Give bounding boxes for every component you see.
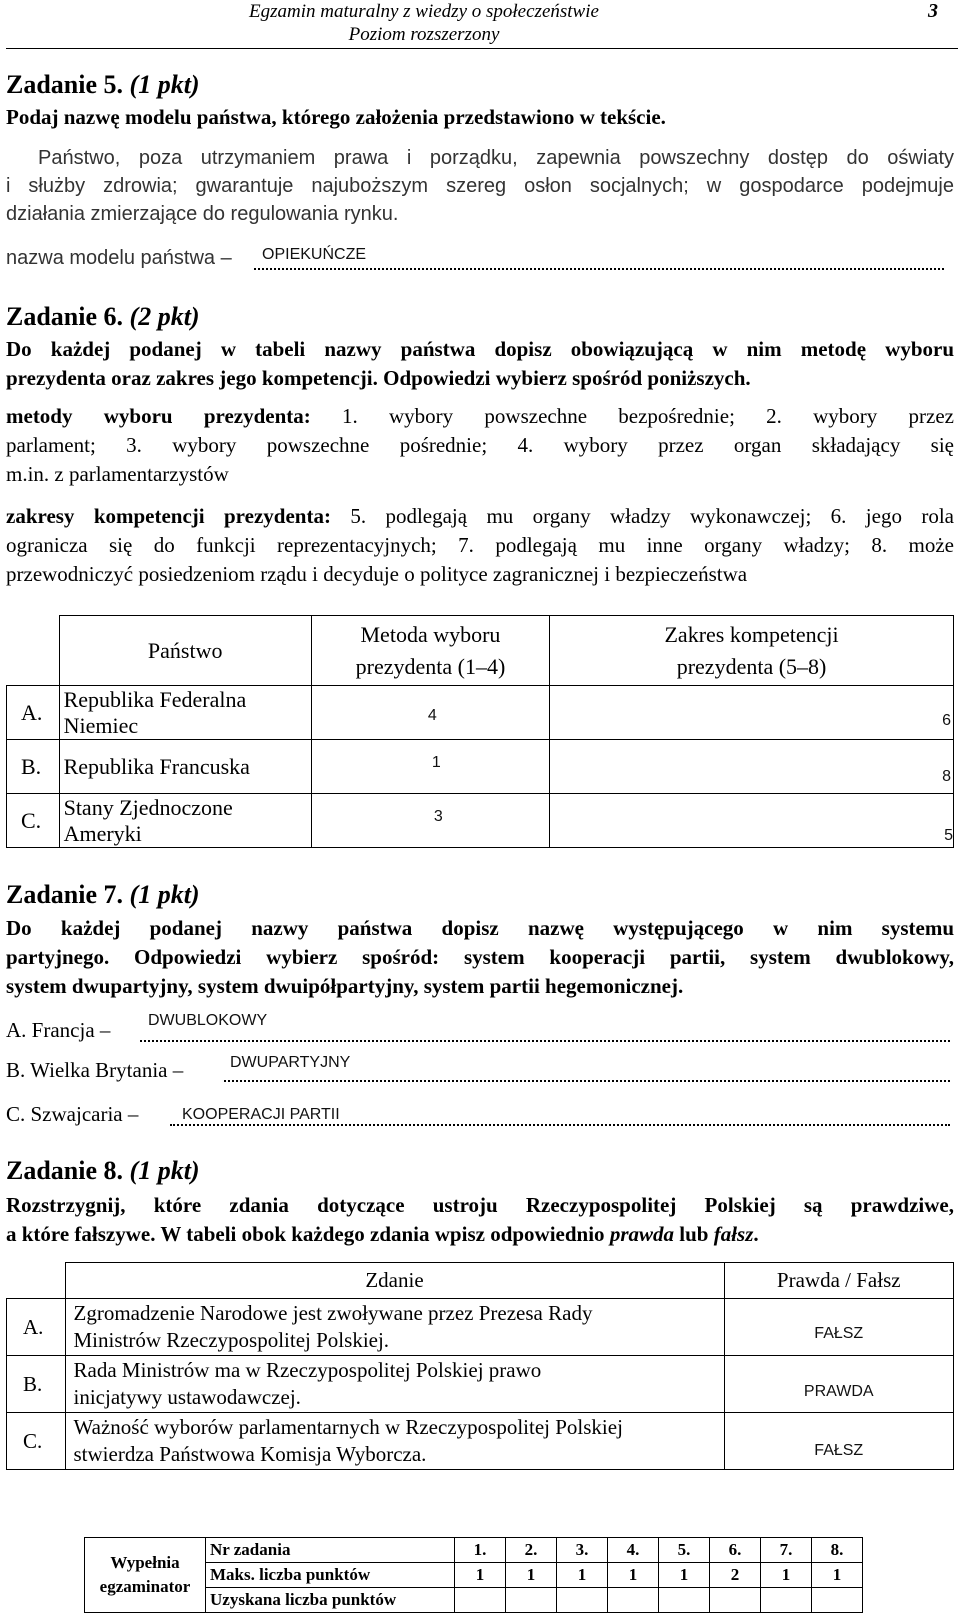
grading-max-points: 1 (455, 1563, 506, 1588)
row-letter: B. (7, 740, 60, 794)
grading-got-cell[interactable] (812, 1588, 863, 1613)
grading-task-number: 4. (608, 1538, 659, 1563)
grading-got-cell[interactable] (608, 1588, 659, 1613)
row-sentence-line: Ważność wyborów parlamentarnych w Rzeczypospolitej Polskiej (73, 1415, 623, 1439)
row-sentence-line: Rada Ministrów ma w Rzeczypospolitej Polskiej prawo (73, 1358, 542, 1382)
task7-answer-line[interactable] (224, 1080, 950, 1082)
page-number: 3 (928, 0, 938, 22)
task5-instruction: Podaj nazwę modelu państwa, którego założenia przedstawiono w tekście. (6, 105, 666, 129)
task6-table-corner (7, 616, 60, 686)
task8-table-corner (7, 1263, 66, 1299)
task6-title (6, 302, 200, 332)
grading-task-number: 1. (455, 1538, 506, 1563)
table-row (7, 794, 954, 848)
task8-header-tf: Prawda / Fałsz (724, 1263, 954, 1299)
grading-row-task-label: Nr zadania (206, 1538, 455, 1563)
row-letter: A. (7, 686, 60, 740)
task7-item-label: A. Francja – (6, 1018, 111, 1042)
table-row (7, 686, 954, 740)
task6-scopes-line (6, 502, 954, 531)
task6-table (6, 615, 954, 848)
row-country: Republika Francuska (59, 740, 311, 794)
task7-answer-line[interactable] (140, 1040, 950, 1042)
task6-methods-line (6, 402, 954, 431)
grading-task-number: 8. (812, 1538, 863, 1563)
row-sentence (65, 1413, 724, 1470)
table-row (7, 1356, 954, 1413)
row-method-answer: 4 (427, 706, 437, 724)
grading-max-points: 1 (557, 1563, 608, 1588)
row-scope-answer: 8 (942, 767, 951, 785)
task6-scopes-label: zakresy kompetencji prezydenta: (6, 504, 331, 528)
task8-instruction-or: lub (679, 1222, 709, 1246)
table-row (7, 1299, 954, 1356)
task5-text-line: działania zmierzające do regulowania rynku. (6, 203, 399, 225)
task6-scopes-line: ogranicza się do funkcji reprezentacyjnych; 7. podlegają mu inne organy władzy; 8. może (6, 533, 954, 557)
row-tf-answer: PRAWDA (803, 1382, 874, 1400)
grading-task-number: 5. (659, 1538, 710, 1563)
task5-text-line: Państwo, poza utrzymaniem prawa i porządku, zapewnia powszechny dostęp do oświaty (38, 147, 954, 169)
header-title: Egzamin maturalny z wiedzy o społeczeństwie (249, 1, 599, 22)
task7-answer-line[interactable] (170, 1124, 950, 1126)
grading-task-number: 6. (710, 1538, 761, 1563)
row-scope-cell[interactable] (550, 686, 954, 740)
task6-instruction-line: prezydenta oraz zakres jego kompetencji. Odpowiedzi wybierz spośród poniższych. (6, 366, 751, 390)
task7-instruction-line: Do każdej podanej nazwy państwa dopisz nazwę występującego w nim systemu (6, 916, 954, 940)
task6-number: Zadanie 6. (6, 302, 124, 331)
row-scope-cell[interactable] (550, 794, 954, 848)
task7-number: Zadanie 7. (6, 880, 124, 909)
grading-got-cell[interactable] (761, 1588, 812, 1613)
task8-header-sentence: Zdanie (65, 1263, 724, 1299)
task7-points: (1 pkt) (129, 880, 200, 909)
grading-task-number: 7. (761, 1538, 812, 1563)
grading-row-max-label: Maks. liczba punktów (206, 1563, 455, 1588)
task8-points: (1 pkt) (129, 1156, 200, 1185)
grading-label-line: Wypełnia (110, 1553, 180, 1572)
task8-number: Zadanie 8. (6, 1156, 124, 1185)
row-sentence-line: Zgromadzenie Narodowe jest zwoływane przez Prezesa Rady (73, 1301, 593, 1325)
task8-instruction-line (6, 1220, 759, 1249)
task6-methods-line: parlament; 3. wybory powszechne pośrednie; 4. wybory przez organ składający się (6, 433, 954, 457)
task7-answer: KOOPERACJI PARTII (182, 1106, 340, 1123)
header-rule (6, 48, 958, 49)
grading-got-cell[interactable] (557, 1588, 608, 1613)
task8-instruction-line: Rozstrzygnij, które zdania dotyczące ustroju Rzeczypospolitej Polskiej są prawdziwe, (6, 1193, 954, 1217)
task5-number: Zadanie 5. (6, 70, 124, 99)
task6-methods-text: 1. wybory powszechne bezpośrednie; 2. wybory przez (342, 404, 955, 428)
row-tf-answer: FAŁSZ (814, 1441, 864, 1459)
row-tf-answer: FAŁSZ (814, 1324, 864, 1342)
task6-header-method (311, 616, 549, 686)
row-letter: C. (7, 794, 60, 848)
task5-answer-label: nazwa modelu państwa – (6, 247, 232, 269)
row-letter: B. (7, 1356, 66, 1413)
row-country: Republika Federalna Niemiec (59, 686, 311, 740)
grading-max-points: 1 (761, 1563, 812, 1588)
grading-table (84, 1537, 863, 1613)
task8-table (6, 1262, 954, 1470)
task5-answer: OPIEKUŃCZE (262, 246, 367, 263)
row-letter: C. (7, 1413, 66, 1470)
row-scope-cell[interactable] (550, 740, 954, 794)
row-method-answer: 1 (431, 753, 441, 771)
grading-task-number: 3. (557, 1538, 608, 1563)
task6-header-method-line: Metoda wyboru (360, 621, 501, 647)
row-country: Stany Zjednoczone Ameryki (59, 794, 311, 848)
grading-got-cell[interactable] (455, 1588, 506, 1613)
header-subtitle: Poziom rozszerzony (348, 24, 500, 45)
task5-text-line: i służby zdrowia; gwarantuje najuboższym szereg osłon socjalnych; w gospodarce podejmuje (6, 175, 954, 197)
row-tf-cell[interactable] (724, 1356, 954, 1413)
row-method-cell[interactable] (311, 740, 549, 794)
task8-instruction-text: a które fałszywe. W tabeli obok każdego zdania wpisz odpowiednio (6, 1222, 605, 1246)
task7-instruction-line: partyjnego. Odpowiedzi wybierz spośród: system kooperacji partii, system dwublokowy, (6, 945, 954, 969)
row-sentence-line: inicjatywy ustawodawczej. (73, 1385, 301, 1409)
grading-task-number: 2. (506, 1538, 557, 1563)
task8-title (6, 1156, 200, 1186)
task8-instruction-end: . (753, 1222, 759, 1246)
task7-answer: DWUPARTYJNY (230, 1054, 351, 1071)
row-sentence (65, 1299, 724, 1356)
grading-max-points: 1 (506, 1563, 557, 1588)
task6-methods-label: metody wyboru prezydenta: (6, 404, 311, 428)
grading-max-points: 1 (659, 1563, 710, 1588)
grading-label (85, 1538, 206, 1613)
row-scope-answer: 6 (942, 711, 951, 729)
grading-label-line: egzaminator (99, 1577, 191, 1596)
table-row (7, 740, 954, 794)
row-tf-cell[interactable] (724, 1299, 954, 1356)
task6-scopes-text: 5. podlegają mu organy władzy wykonawczej; 6. jego rola (350, 504, 954, 528)
task6-instruction-line: Do każdej podanej w tabeli nazwy państwa dopisz obowiązującą w nim metodę wyboru (6, 337, 954, 361)
grading-max-points: 1 (608, 1563, 659, 1588)
grading-got-cell[interactable] (659, 1588, 710, 1613)
task6-points: (2 pkt) (129, 302, 200, 331)
row-method-cell[interactable] (311, 794, 549, 848)
row-letter: A. (7, 1299, 66, 1356)
grading-max-points: 2 (710, 1563, 761, 1588)
grading-row-got-label: Uzyskana liczba punktów (206, 1588, 455, 1613)
task7-instruction-line: system dwupartyjny, system dwuipółpartyjny, system partii hegemonicznej. (6, 974, 684, 998)
task5-points: (1 pkt) (129, 70, 200, 99)
task7-answer: DWUBLOKOWY (148, 1012, 268, 1029)
task5-answer-line[interactable] (254, 268, 944, 270)
task7-item-label: C. Szwajcaria – (6, 1102, 139, 1126)
row-scope-answer: 5 (944, 826, 953, 844)
row-sentence (65, 1356, 724, 1413)
task6-scopes-line: przewodniczyć posiedzeniom rządu i decyduje o polityce zagranicznej i bezpieczeństwa (6, 562, 748, 586)
task6-header-method-line: prezydenta (1–4) (355, 653, 506, 679)
row-sentence-line: stwierdza Państwowa Komisja Wyborcza. (73, 1442, 427, 1466)
task7-item-label: B. Wielka Brytania – (6, 1058, 184, 1082)
task5-title (6, 70, 200, 100)
task6-header-scope-line: prezydenta (5–8) (676, 653, 827, 679)
row-tf-cell[interactable] (724, 1413, 954, 1470)
task6-header-scope-line: Zakres kompetencji (664, 621, 839, 647)
task6-methods-line: m.in. z parlamentarzystów (6, 462, 229, 486)
row-sentence-line: Ministrów Rzeczypospolitej Polskiej. (73, 1328, 390, 1352)
grading-got-cell[interactable] (710, 1588, 761, 1613)
grading-max-points: 1 (812, 1563, 863, 1588)
table-row (7, 1413, 954, 1470)
task6-header-scope (550, 616, 954, 686)
grading-got-cell[interactable] (506, 1588, 557, 1613)
task7-title (6, 880, 200, 910)
task6-header-country: Państwo (59, 616, 311, 686)
task8-instruction-false: fałsz (713, 1222, 754, 1246)
row-method-answer: 3 (433, 807, 443, 825)
task8-instruction-true: prawda (609, 1222, 674, 1246)
row-method-cell[interactable] (311, 686, 549, 740)
